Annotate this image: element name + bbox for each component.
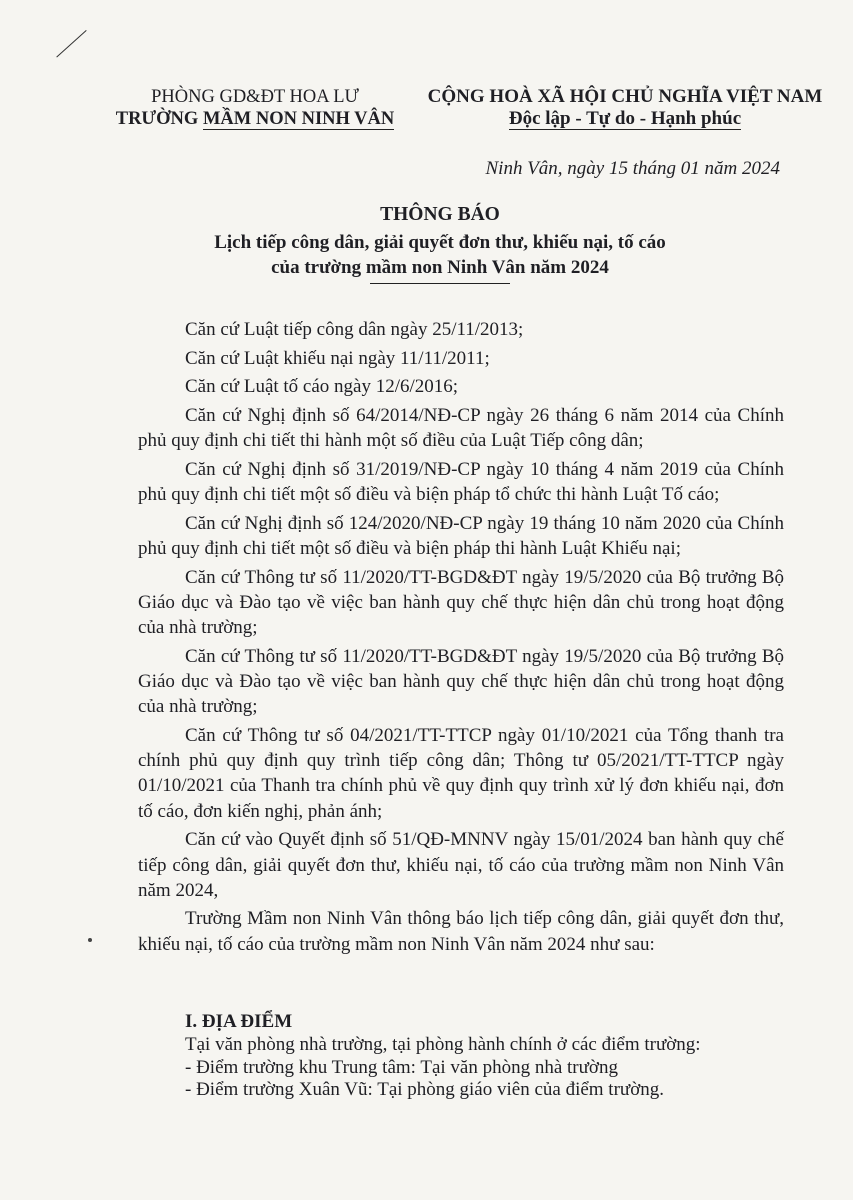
location-item: - Điểm trường khu Trung tâm: Tại văn phòng nhà trường	[185, 1056, 618, 1078]
title-line-2: của trường mầm non Ninh Vân năm 2024	[271, 257, 609, 278]
country-name: CỘNG HOÀ XÃ HỘI CHỦ NGHĨA VIỆT NAM	[427, 86, 823, 107]
location-intro: Tại văn phòng nhà trường, tại phòng hành chính ở các điểm trường:	[185, 1034, 701, 1055]
location-list	[185, 1034, 701, 1102]
paragraph: Căn cứ Nghị định số 64/2014/NĐ-CP ngày 26 tháng 6 năm 2014 của Chính phủ quy định chi tiết thi hành một số điều của Luật Tiếp công dân;	[138, 405, 784, 452]
school-name	[100, 108, 410, 130]
department-name: PHÒNG GD&ĐT HOA LƯ	[151, 87, 359, 107]
location-item: - Điểm trường Xuân Vũ: Tại phòng giáo viên của điểm trường.	[185, 1079, 665, 1100]
national-motto	[420, 86, 830, 130]
paragraph: Căn cứ Luật khiếu nại ngày 11/11/2011;	[185, 347, 490, 369]
school-name-prefix: TRƯỜNG	[115, 109, 203, 129]
paragraph: Căn cứ Nghị định số 31/2019/NĐ-CP ngày 10 tháng 4 năm 2019 của Chính phủ quy định chi tiết một số điều và biện pháp tổ chức thi hành Luật Tố cáo;	[138, 459, 784, 506]
paragraph: Căn cứ Luật tố cáo ngày 12/6/2016;	[185, 376, 459, 398]
document-body	[138, 317, 784, 961]
paragraph: Căn cứ Thông tư số 11/2020/TT-BGD&ĐT ngày 19/5/2020 của Bộ trưởng Bộ Giáo dục và Đào tạo về việc ban hành quy chế thực hiện dân chủ trong hoạt động của nhà trường;	[138, 645, 784, 718]
date-line: Ninh Vân, ngày 15 tháng 01 năm 2024	[485, 158, 780, 179]
motto	[420, 108, 830, 130]
paragraph: Căn cứ Luật tiếp công dân ngày 25/11/2013;	[185, 319, 524, 340]
paragraph: Căn cứ Thông tư số 11/2020/TT-BGD&ĐT ngày 19/5/2020 của Bộ trưởng Bộ Giáo dục và Đào tạo về việc ban hành quy chế thực hiện dân chủ trong hoạt động của nhà trường;	[138, 566, 784, 639]
motto-text: Độc lập - Tự do - Hạnh phúc	[508, 108, 742, 129]
paragraph: Căn cứ vào Quyết định số 51/QĐ-MNNV ngày 15/01/2024 ban hành quy chế tiếp công dân, giải quyết đơn thư, khiếu nại, tố cáo của trường mầm non Ninh Vân năm 2024,	[138, 829, 784, 901]
title-heading: THÔNG BÁO	[380, 204, 500, 225]
school-name-underlined: MẦM NON NINH VÂN	[202, 109, 395, 129]
paragraph: Căn cứ Thông tư số 04/2021/TT-TTCP ngày 01/10/2021 của Tổng thanh tra chính phủ quy định quy trình tiếp công dân; Thông tư 05/2021/TT-TTCP ngày 01/10/2021 của Thanh tra chính phủ về quy định quy trình xử lý đơn khiếu nại, đơn tố cáo, đơn kiến nghị, phản ánh;	[138, 725, 784, 822]
ink-dot	[88, 938, 92, 942]
pen-mark	[56, 30, 86, 58]
title-line-1: Lịch tiếp công dân, giải quyết đơn thư, khiếu nại, tố cáo	[214, 232, 666, 253]
issuing-authority	[100, 86, 410, 130]
title-underline	[370, 283, 510, 284]
section-heading: I. ĐỊA ĐIỂM	[185, 1011, 293, 1032]
paragraph: Trường Mầm non Ninh Vân thông báo lịch tiếp công dân, giải quyết đơn thư, khiếu nại, tố cáo của trường mầm non Ninh Vân năm 2024 như sau:	[138, 908, 784, 955]
document-title	[130, 202, 750, 284]
paragraph: Căn cứ Nghị định số 124/2020/NĐ-CP ngày 19 tháng 10 năm 2020 của Chính phủ quy định chi tiết một số điều và biện pháp thi hành Luật Khiếu nại;	[138, 512, 784, 560]
